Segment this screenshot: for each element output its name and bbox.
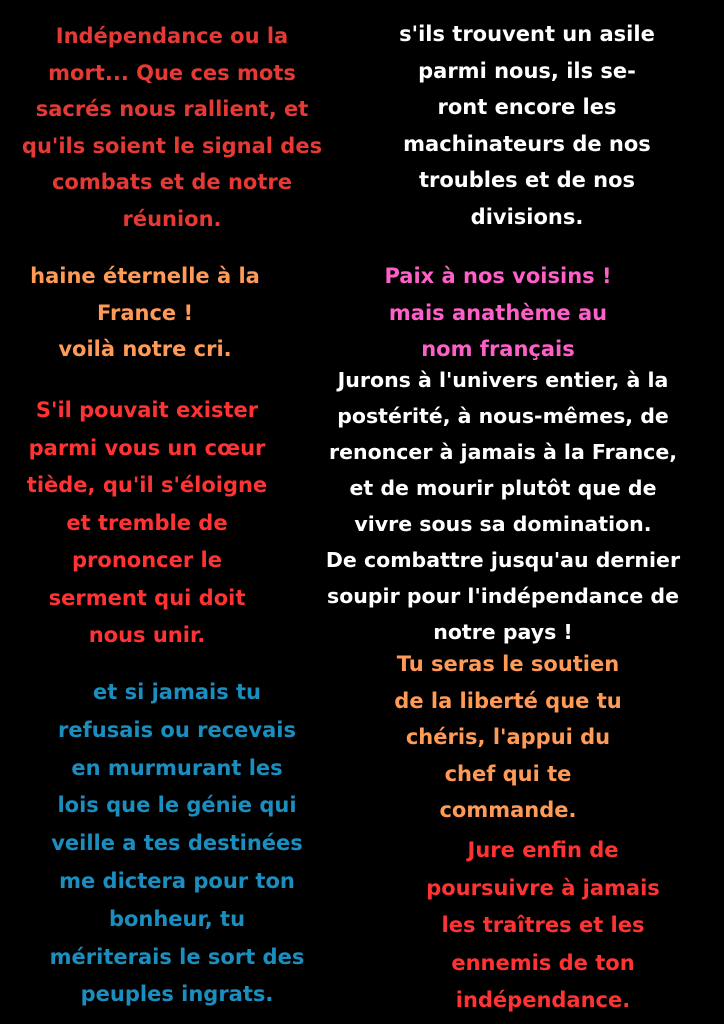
text-block-jure-enfin: Jure enfin de poursuivre à jamais les traîtres et les ennemis de ton indépendance. [426,838,660,1012]
text-block-paix-a-nos-voisins: Paix à nos voisins ! mais anathème au nom français [384,264,612,361]
text-block-haine-eternelle: haine éternelle à la France ! voilà notre cri. [30,264,260,361]
text-block-peuples-ingrats: et si jamais tu refusais ou recevais en murmurant les lois que le génie qui veille a tes destinées me dictera pour ton bonheur, tu mériterais le sort des peuples ingrats. [49,680,305,1007]
text-block-independance-ou-la-mort: Indépendance ou la mort... Que ces mots sacrés nous rallient, et qu'ils soient le signal des combats et de notre réunion. [21,24,323,231]
text-block-soutien-de-la-liberte: Tu seras le soutien de la liberté que tu chéris, l'appui du chef qui te commande. [394,652,622,822]
text-block-coeur-tiede: S'il pouvait exister parmi vous un cœur tiède, qu'il s'éloigne et tremble de prononcer le serment qui doit nous unir. [26,398,268,647]
text-block-jurons-a-l-univers: Jurons à l'univers entier, à la postérité, à nous-mêmes, de renoncer à jamais à la France, et de mourir plutôt que de vivre sous sa domination. De combattre jusqu'au dernier soupir pour l'indépendance de notre pays ! [325,368,681,644]
text-block-asile-parmi-nous: s'ils trouvent un asile parmi nous, ils se- ront encore les machinateurs de nos troubles et de nos divisions. [399,22,655,229]
